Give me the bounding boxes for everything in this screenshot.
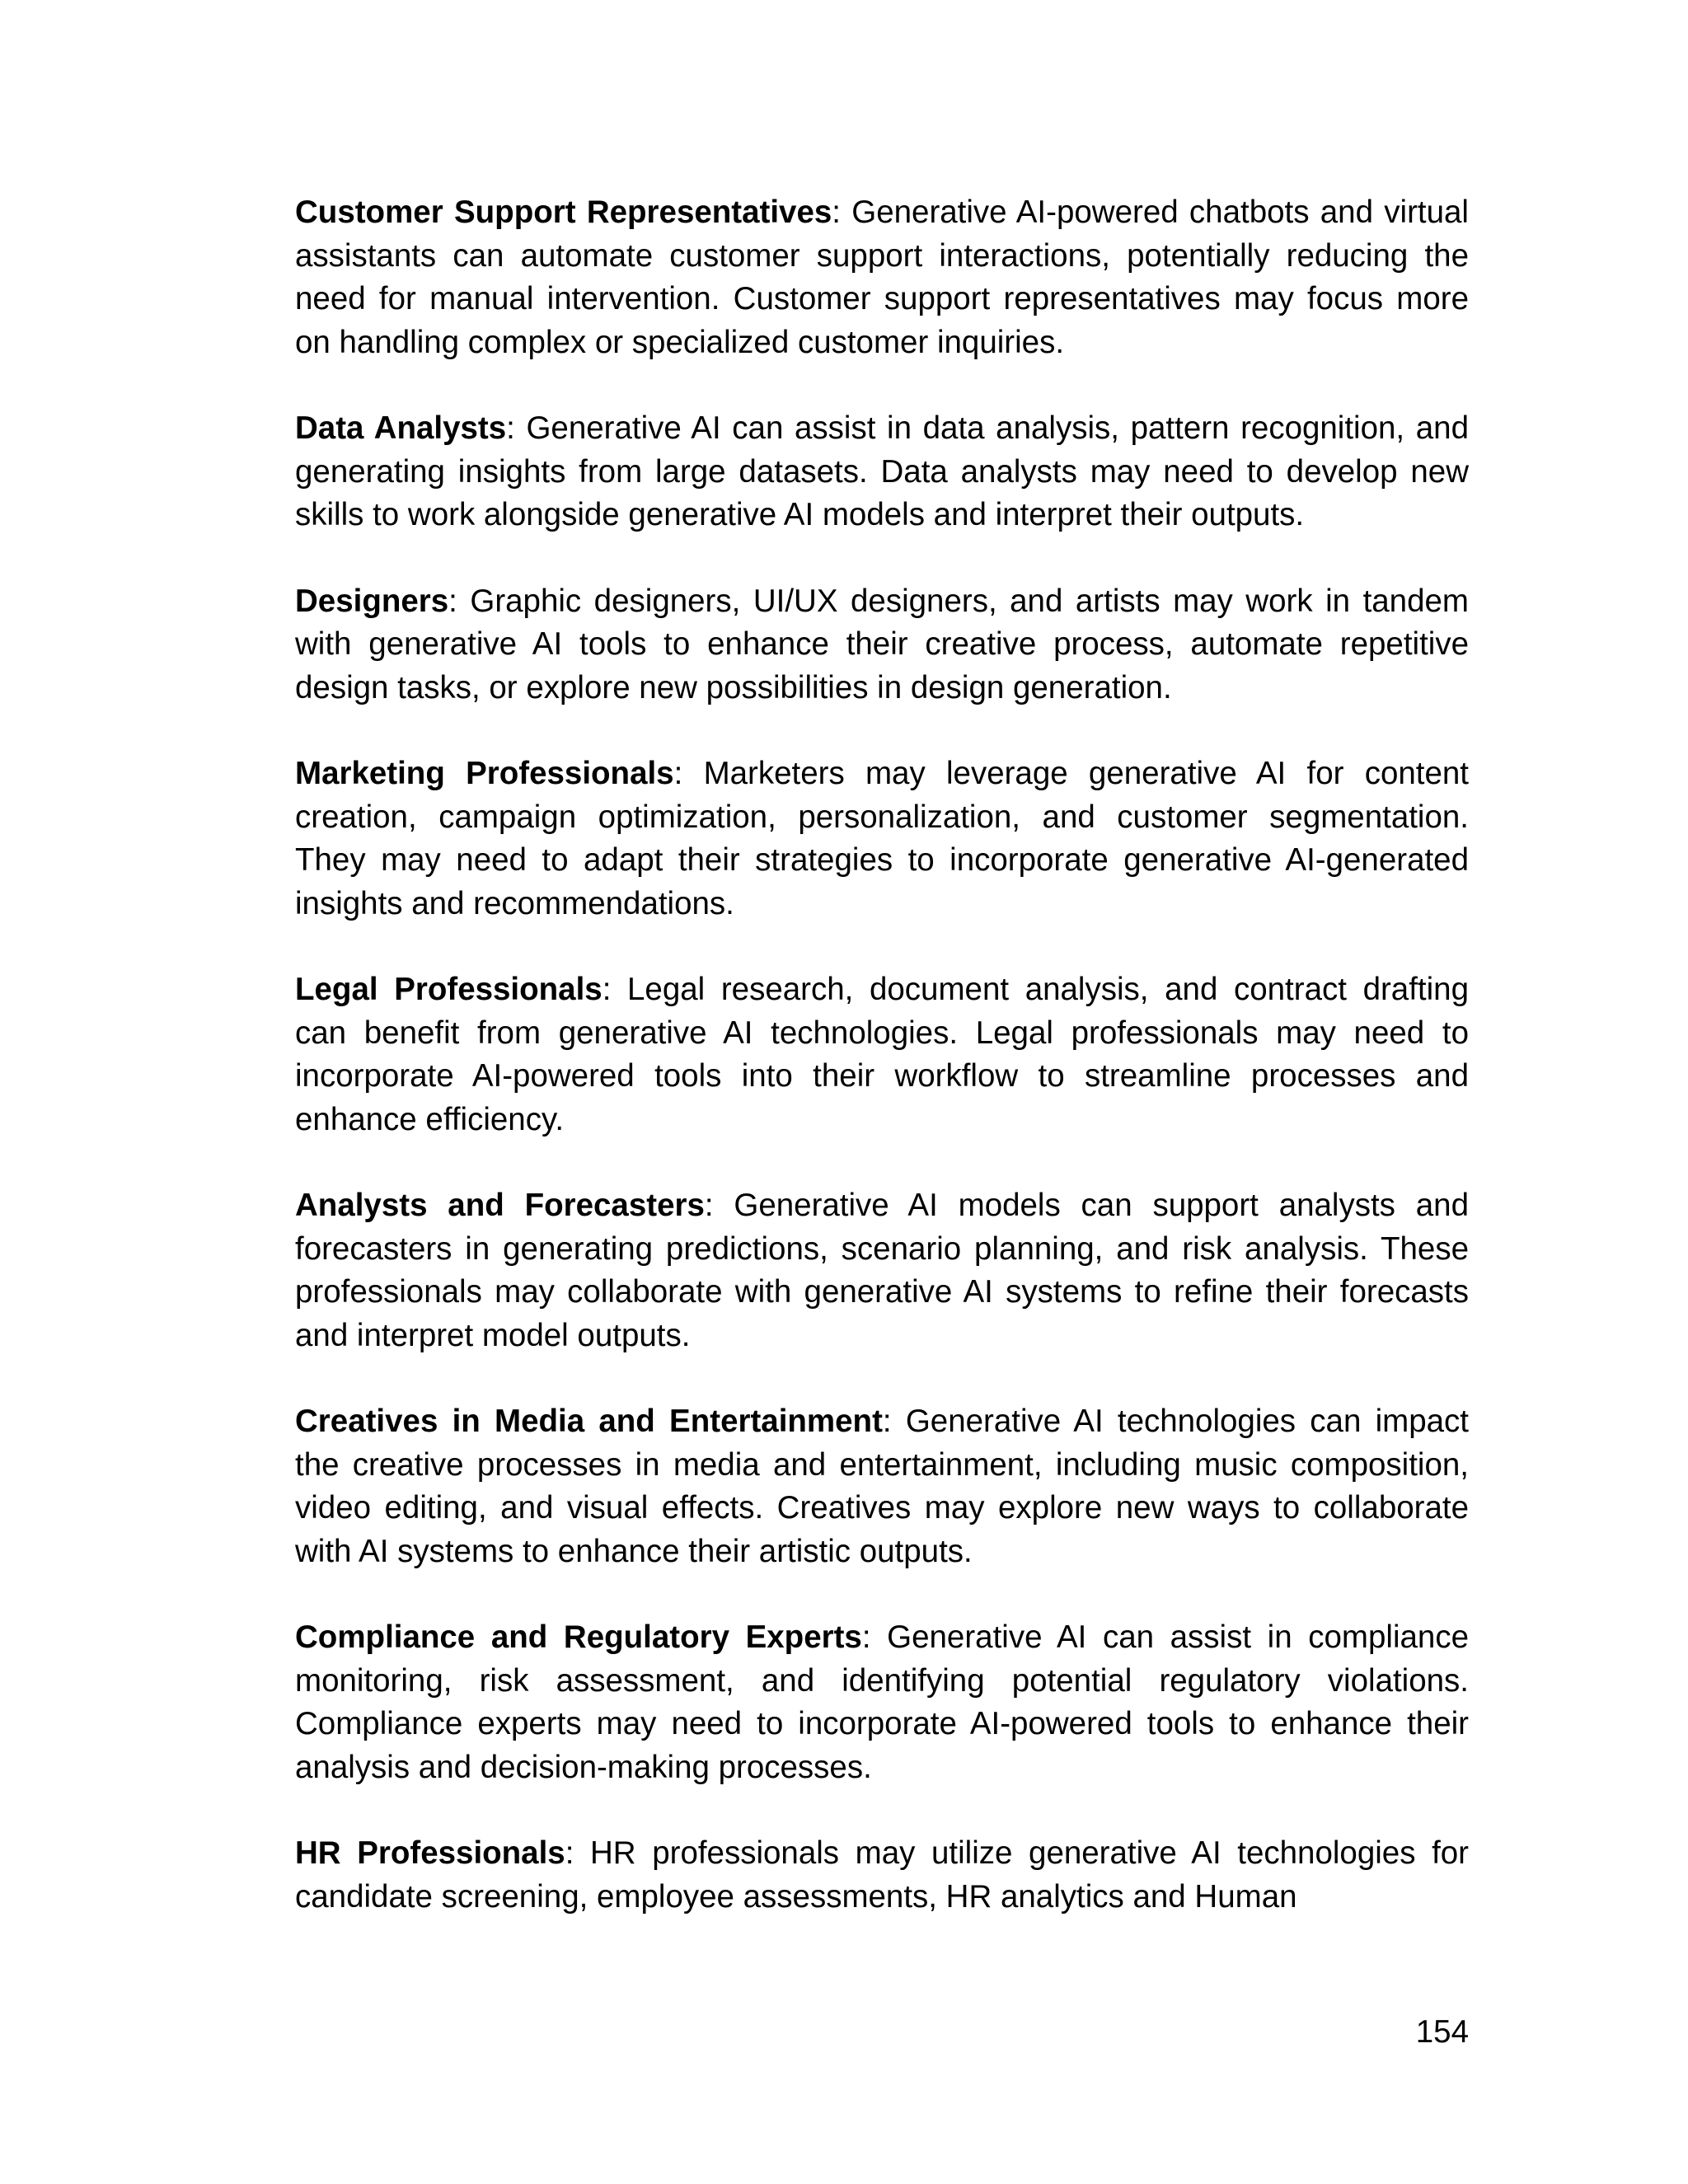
paragraph-term: Customer Support Representatives — [295, 194, 832, 230]
paragraph-designers — [295, 580, 1469, 710]
paragraph-term: Designers — [295, 583, 449, 619]
paragraph-term: Marketing Professionals — [295, 756, 674, 791]
paragraph-text: : Graphic designers, UI/UX designers, and artists may work in tandem with generative AI tools to enhance their creative process, automate repetitive design tasks, or explore new possibilities in design generation. — [295, 583, 1469, 705]
paragraph-customer-support — [295, 191, 1469, 364]
paragraph-term: Compliance and Regulatory Experts — [295, 1619, 862, 1655]
paragraph-text: : Generative AI technologies can impact the creative processes in media and entertainment, including music composition, video editing, and visual effects. Creatives may explore new ways to collaborate with AI systems to enhance their artistic outputs. — [295, 1404, 1469, 1569]
paragraph-term: Analysts and Forecasters — [295, 1188, 705, 1223]
paragraph-term: Data Analysts — [295, 410, 507, 446]
paragraph-text: : Marketers may leverage generative AI for content creation, campaign optimization, personalization, and customer segmentation. They may need to adapt their strategies to incorporate generative AI-generated insights and recommendations. — [295, 756, 1469, 921]
paragraph-text: : HR professionals may utilize generative AI technologies for candidate screening, employee assessments, HR analytics and Human — [295, 1835, 1469, 1915]
paragraph-creatives-media — [295, 1400, 1469, 1573]
paragraph-compliance — [295, 1616, 1469, 1789]
paragraph-text: : Generative AI can assist in compliance monitoring, risk assessment, and identifying potential regulatory violations. Compliance experts may need to incorporate AI-powered tools to enhance their analysis and decision-making processes. — [295, 1619, 1469, 1785]
paragraph-term: Legal Professionals — [295, 972, 603, 1007]
paragraph-text: : Generative AI models can support analysts and forecasters in generating predictions, scenario planning, and risk analysis. These professionals may collaborate with generative AI systems to refine their forecasts and interpret model outputs. — [295, 1188, 1469, 1353]
paragraph-text: : Generative AI can assist in data analysis, pattern recognition, and generating insights from large datasets. Data analysts may need to develop new skills to work alongside generative AI models and interpret their outputs. — [295, 410, 1469, 532]
paragraph-data-analysts — [295, 407, 1469, 537]
paragraph-analysts-forecasters — [295, 1184, 1469, 1357]
paragraph-text: : Generative AI-powered chatbots and virtual assistants can automate customer support interactions, potentially reducing the need for manual intervention. Customer support representatives may focus more on handling complex or specialized customer inquiries. — [295, 194, 1469, 360]
page-content — [295, 191, 1469, 1961]
paragraph-hr — [295, 1832, 1469, 1919]
paragraph-marketing — [295, 752, 1469, 926]
paragraph-term: Creatives in Media and Entertainment — [295, 1404, 883, 1439]
page-number: 154 — [1415, 2014, 1469, 2050]
paragraph-legal — [295, 968, 1469, 1141]
paragraph-term: HR Professionals — [295, 1835, 565, 1871]
paragraph-text: : Legal research, document analysis, and contract drafting can benefit from generative AI technologies. Legal professionals may need to incorporate AI-powered tools into their workflow to streamline processes and enhance efficiency. — [295, 972, 1469, 1137]
